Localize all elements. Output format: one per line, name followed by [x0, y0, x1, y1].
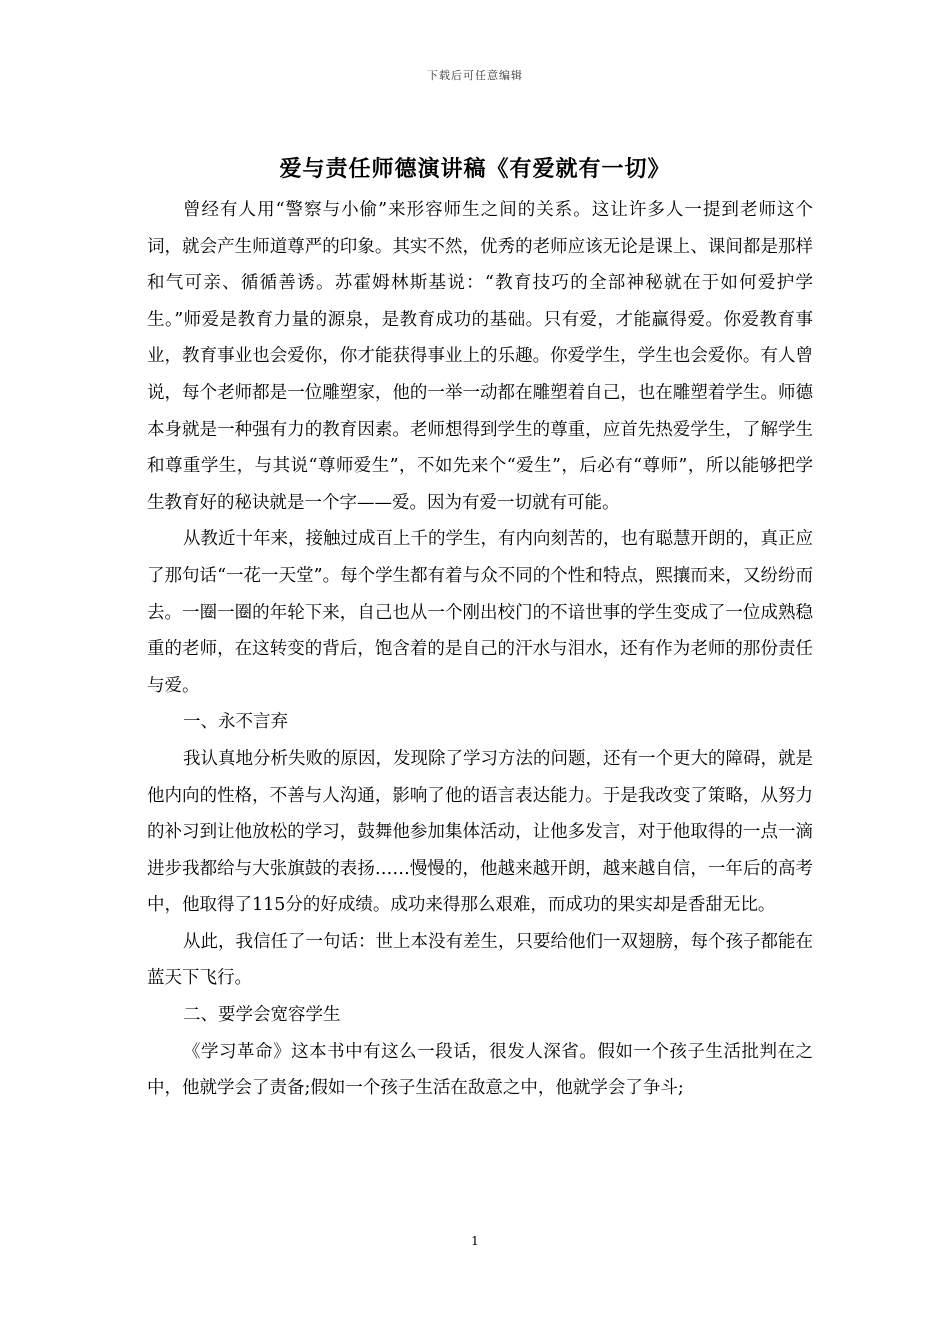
header-note: 下载后可任意编辑	[427, 69, 523, 82]
paragraph-belief: 从此，我信任了一句话：世上本没有差生，只要给他们一双翅膀，每个孩子都能在蓝天下飞行。	[147, 931, 813, 989]
paragraph-intro: 曾经有人用“警察与小偷”来形容师生之间的关系。这让许多人一提到老师这个词，就会产生师道尊严的印象。其实不然，优秀的老师应该无论是课上、课间都是那样和气可亲、循循善诱。苏霍姆林斯基说：“教育技巧的全部神秘就在于如何爱护学生。”师爱是教育力量的源泉，是教育成功的基础。只有爱，才能赢得爱。你爱教育事业，教育事业也会爱你，你才能获得事业上的乐趣。你爱学生，学生也会爱你。有人曾说，每个老师都是一位雕塑家，他的一举一动都在雕塑着自己，也在雕塑着学生。师德本身就是一种强有力的教育因素。老师想得到学生的尊重，应首先热爱学生，了解学生和尊重学生，与其说“尊师爱生”，不如先来个“爱生”，后必有“尊师”，所以能够把学生教育好的秘诀就是一个字——爱。因为有爱一切就有可能。	[147, 200, 813, 513]
section-heading-1: 一、永不言弃	[183, 712, 288, 733]
document-body	[147, 192, 813, 1107]
page-number: 1	[471, 1234, 479, 1248]
paragraph-learning-revolution: 《学习革命》这本书中有这么一段话，很发人深省。假如一个孩子生活批判在之中，他就学会了责备;假如一个孩子生活在敌意之中，他就学会了争斗;	[147, 1041, 813, 1099]
document-title: 爱与责任师德演讲稿《有爱就有一切》	[279, 156, 671, 182]
paragraph-never-give-up: 我认真地分析失败的原因，发现除了学习方法的问题，还有一个更大的障碍，就是他内向的性格，不善与人沟通，影响了他的语言表达能力。于是我改变了策略，从努力的补习到让他放松的学习，鼓舞他参加集体活动，让他多发言，对于他取得的一点一滴进步我都给与大张旗鼓的表扬……慢慢的，他越来越开朗，越来越自信，一年后的高考中，他取得了115分的好成绩。成功来得那么艰难，而成功的果实却是香甜无比。	[147, 748, 813, 916]
paragraph-experience: 从教近十年来，接触过成百上千的学生，有内向刻苦的，也有聪慧开朗的，真正应了那句话“一花一天堂”。每个学生都有着与众不同的个性和特点，熙攘而来，又纷纷而去。一圈一圈的年轮下来，自己也从一个刚出校门的不谙世事的学生变成了一位成熟稳重的老师，在这转变的背后，饱含着的是自己的汗水与泪水，还有作为老师的那份责任与爱。	[147, 529, 813, 696]
section-heading-2: 二、要学会宽容学生	[183, 1005, 341, 1026]
